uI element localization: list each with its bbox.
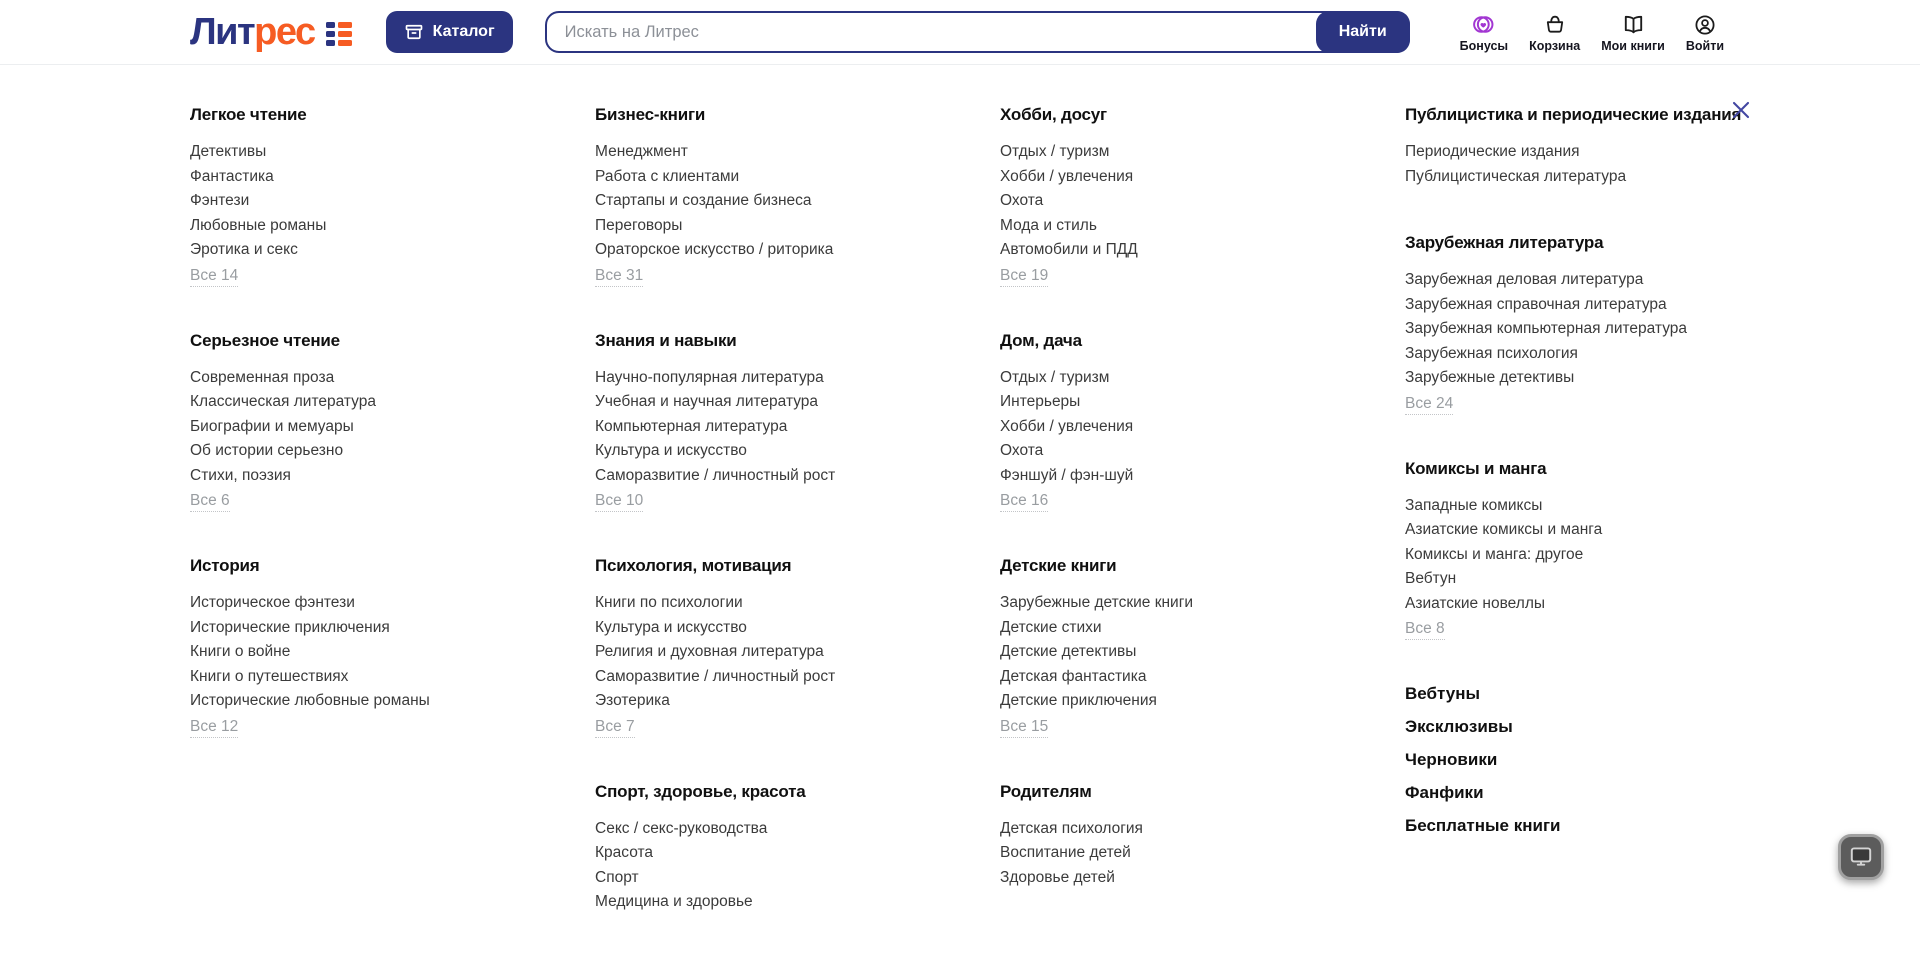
menu-item[interactable]: Фэншуй / фэн-шуй — [1000, 466, 1134, 484]
logo-text — [190, 13, 315, 51]
close-icon — [1730, 99, 1752, 124]
nav-my-books[interactable] — [1601, 12, 1665, 53]
menu-item[interactable]: Культура и искусство — [595, 618, 747, 636]
menu-section — [1000, 105, 1365, 287]
menu-item[interactable]: Азиатские новеллы — [1405, 594, 1545, 612]
section-title: Родителям — [1000, 781, 1092, 801]
menu-item[interactable]: Ораторское искусство / риторика — [595, 241, 834, 258]
menu-section — [1405, 105, 1770, 189]
menu-item[interactable]: Здоровье детей — [1000, 868, 1115, 886]
menu-section — [1000, 782, 1365, 891]
litres-logo[interactable] — [190, 13, 352, 51]
menu-item[interactable]: Саморазвитие / личностный рост — [595, 667, 836, 685]
menu-item[interactable]: Эротика и секс — [190, 241, 298, 258]
menu-item[interactable]: Детские стихи — [1000, 618, 1102, 636]
section-title: Публицистика и периодические издания — [1405, 105, 1742, 124]
menu-item[interactable]: Хобби / увлечения — [1000, 167, 1134, 185]
menu-item[interactable]: Переговоры — [595, 216, 683, 234]
menu-item[interactable]: Любовные романы — [190, 216, 327, 234]
search-submit-button[interactable]: Найти — [1316, 11, 1410, 53]
section-title: Хобби, досуг — [1000, 105, 1107, 124]
menu-item[interactable]: Мода и стиль — [1000, 216, 1097, 234]
close-menu-button[interactable] — [1728, 98, 1754, 124]
menu-item[interactable]: Зарубежные детективы — [1405, 369, 1575, 386]
section-title: Знания и навыки — [595, 330, 737, 350]
menu-item[interactable]: Стихи, поэзия — [190, 466, 291, 484]
menu-item[interactable]: Менеджмент — [595, 143, 688, 160]
menu-section — [595, 556, 960, 738]
menu-item[interactable]: Исторические любовные романы — [190, 692, 430, 709]
menu-item[interactable]: Отдых / туризм — [1000, 143, 1110, 160]
menu-item[interactable]: Книги о путешествиях — [190, 667, 349, 685]
bonus-coins-icon — [1471, 12, 1496, 38]
featured-link[interactable]: Эксклюзивы — [1405, 717, 1513, 736]
section-title: Детские книги — [1000, 556, 1117, 575]
menu-item[interactable]: Медицина и здоровье — [595, 893, 753, 910]
section-title: Психология, мотивация — [595, 556, 792, 575]
section-title: Бизнес-книги — [595, 105, 706, 124]
menu-item[interactable]: Детские детективы — [1000, 643, 1137, 660]
logo-bars-icon — [326, 18, 352, 46]
section-title: Дом, дача — [1000, 330, 1082, 350]
open-book-icon — [1621, 12, 1646, 38]
nav-login[interactable] — [1686, 12, 1724, 53]
menu-item[interactable]: Охота — [1000, 192, 1044, 209]
menu-item[interactable]: Стартапы и создание бизнеса — [595, 192, 812, 209]
menu-item[interactable]: Зарубежная справочная литература — [1405, 295, 1667, 313]
archive-box-icon — [404, 19, 424, 45]
screen-icon — [1848, 843, 1874, 872]
menu-item[interactable]: Книги по психологии — [595, 594, 743, 611]
show-all-link[interactable]: Все 24 — [1405, 394, 1453, 415]
nav-login-label: Войти — [1685, 38, 1724, 53]
menu-section — [190, 556, 555, 738]
logo-text-part2: рес — [254, 11, 315, 53]
menu-item[interactable]: Учебная и научная литература — [595, 393, 819, 410]
menu-item[interactable]: Западные комиксы — [1405, 496, 1543, 514]
menu-item[interactable]: Периодические издания — [1405, 143, 1580, 160]
menu-item[interactable]: Религия и духовная литература — [595, 643, 824, 660]
menu-column-4 — [1405, 105, 1770, 849]
nav-bonuses[interactable] — [1460, 12, 1508, 53]
nav-my-books-label: Мои книги — [1601, 38, 1665, 53]
catalog-button-label: Каталог — [432, 23, 495, 40]
menu-item[interactable]: Хобби / увлечения — [1000, 417, 1134, 435]
menu-item[interactable]: Зарубежные детские книги — [1000, 594, 1194, 611]
menu-section — [1405, 233, 1770, 415]
featured-link[interactable]: Вебтуны — [1405, 684, 1480, 703]
menu-item[interactable]: Биографии и мемуары — [190, 417, 354, 435]
menu-item[interactable]: Книги о войне — [190, 643, 291, 660]
menu-item[interactable]: Комиксы и манга: другое — [1405, 545, 1584, 563]
menu-columns — [190, 105, 1770, 959]
menu-section — [595, 105, 960, 287]
search-bar — [545, 11, 1410, 53]
featured-link[interactable]: Черновики — [1405, 750, 1498, 769]
menu-item[interactable]: Саморазвитие / личностный рост — [595, 466, 836, 484]
header-nav — [1460, 12, 1724, 53]
nav-cart[interactable] — [1529, 12, 1580, 53]
search-input[interactable] — [545, 11, 1410, 53]
menu-item[interactable]: Зарубежная психология — [1405, 344, 1578, 362]
menu-item[interactable]: Эзотерика — [595, 692, 670, 709]
menu-item[interactable]: Интерьеры — [1000, 393, 1081, 410]
show-all-link[interactable]: Все 16 — [1000, 491, 1048, 512]
menu-item[interactable]: Исторические приключения — [190, 618, 390, 636]
catalog-button[interactable] — [386, 11, 513, 53]
menu-section — [595, 782, 960, 915]
menu-item[interactable]: Отдых / туризм — [1000, 368, 1110, 386]
menu-item[interactable]: Воспитание детей — [1000, 844, 1131, 861]
catalog-mega-menu — [0, 64, 1920, 959]
show-all-link[interactable]: Все 7 — [595, 717, 635, 738]
menu-item[interactable]: Спорт — [595, 868, 639, 886]
menu-item[interactable]: Детская психология — [1000, 819, 1143, 837]
menu-item[interactable]: Фантастика — [190, 167, 274, 185]
show-all-link[interactable]: Все 19 — [1000, 266, 1048, 287]
section-title: История — [190, 556, 260, 575]
section-title: Спорт, здоровье, красота — [595, 781, 806, 801]
menu-item[interactable]: Компьютерная литература — [595, 417, 788, 435]
menu-item[interactable]: Охота — [1000, 442, 1044, 459]
menu-item[interactable]: Фэнтези — [190, 192, 250, 209]
show-all-link[interactable]: Все 10 — [595, 491, 643, 512]
featured-link[interactable]: Бесплатные книги — [1405, 816, 1561, 835]
menu-item[interactable]: Научно-популярная литература — [595, 368, 824, 386]
menu-item[interactable]: Детская фантастика — [1000, 667, 1147, 685]
menu-item[interactable]: Об истории серьезно — [190, 442, 344, 459]
basket-icon — [1543, 12, 1567, 38]
section-title: Зарубежная литература — [1405, 233, 1604, 252]
menu-item[interactable]: Зарубежная компьютерная литература — [1405, 320, 1688, 337]
section-title: Комиксы и манга — [1405, 458, 1547, 478]
menu-item[interactable]: Азиатские комиксы и манга — [1405, 521, 1603, 538]
menu-item[interactable]: Вебтун — [1405, 570, 1457, 587]
show-all-link[interactable]: Все 12 — [190, 717, 238, 738]
nav-bonuses-label: Бонусы — [1459, 38, 1509, 53]
menu-item[interactable]: Детские приключения — [1000, 692, 1157, 709]
menu-item[interactable]: Детективы — [190, 143, 267, 160]
menu-section — [190, 331, 555, 513]
menu-item[interactable]: Культура и искусство — [595, 442, 747, 459]
menu-column-2 — [595, 105, 960, 959]
menu-column-1 — [190, 105, 555, 782]
menu-section — [1000, 556, 1365, 738]
menu-item[interactable]: Секс / секс-руководства — [595, 819, 768, 837]
featured-links — [1405, 684, 1770, 836]
top-header — [0, 0, 1920, 64]
show-all-link[interactable]: Все 31 — [595, 266, 643, 287]
user-circle-icon — [1693, 12, 1717, 38]
logo-text-part1: Лит — [190, 11, 255, 53]
show-all-link[interactable]: Все 14 — [190, 266, 238, 287]
section-title: Серьезное чтение — [190, 330, 340, 350]
menu-section — [1000, 331, 1365, 513]
menu-item[interactable]: Красота — [595, 844, 654, 861]
show-all-link[interactable]: Все 8 — [1405, 619, 1445, 640]
show-all-link[interactable]: Все 6 — [190, 491, 230, 512]
menu-section — [595, 331, 960, 513]
menu-item[interactable]: Историческое фэнтези — [190, 594, 355, 611]
menu-section — [190, 105, 555, 287]
menu-item[interactable]: Работа с клиентами — [595, 167, 740, 185]
menu-item[interactable]: Зарубежная деловая литература — [1405, 271, 1644, 288]
menu-item[interactable]: Публицистическая литература — [1405, 167, 1627, 185]
menu-item[interactable]: Современная проза — [190, 368, 335, 386]
menu-item[interactable]: Автомобили и ПДД — [1000, 241, 1138, 258]
section-title: Легкое чтение — [190, 105, 307, 124]
featured-link[interactable]: Фанфики — [1405, 783, 1484, 802]
menu-column-3 — [1000, 105, 1365, 934]
nav-cart-label: Корзина — [1529, 38, 1581, 53]
floating-widget-button[interactable] — [1838, 834, 1884, 880]
menu-section — [1405, 459, 1770, 641]
menu-item[interactable]: Классическая литература — [190, 393, 376, 410]
show-all-link[interactable]: Все 15 — [1000, 717, 1048, 738]
